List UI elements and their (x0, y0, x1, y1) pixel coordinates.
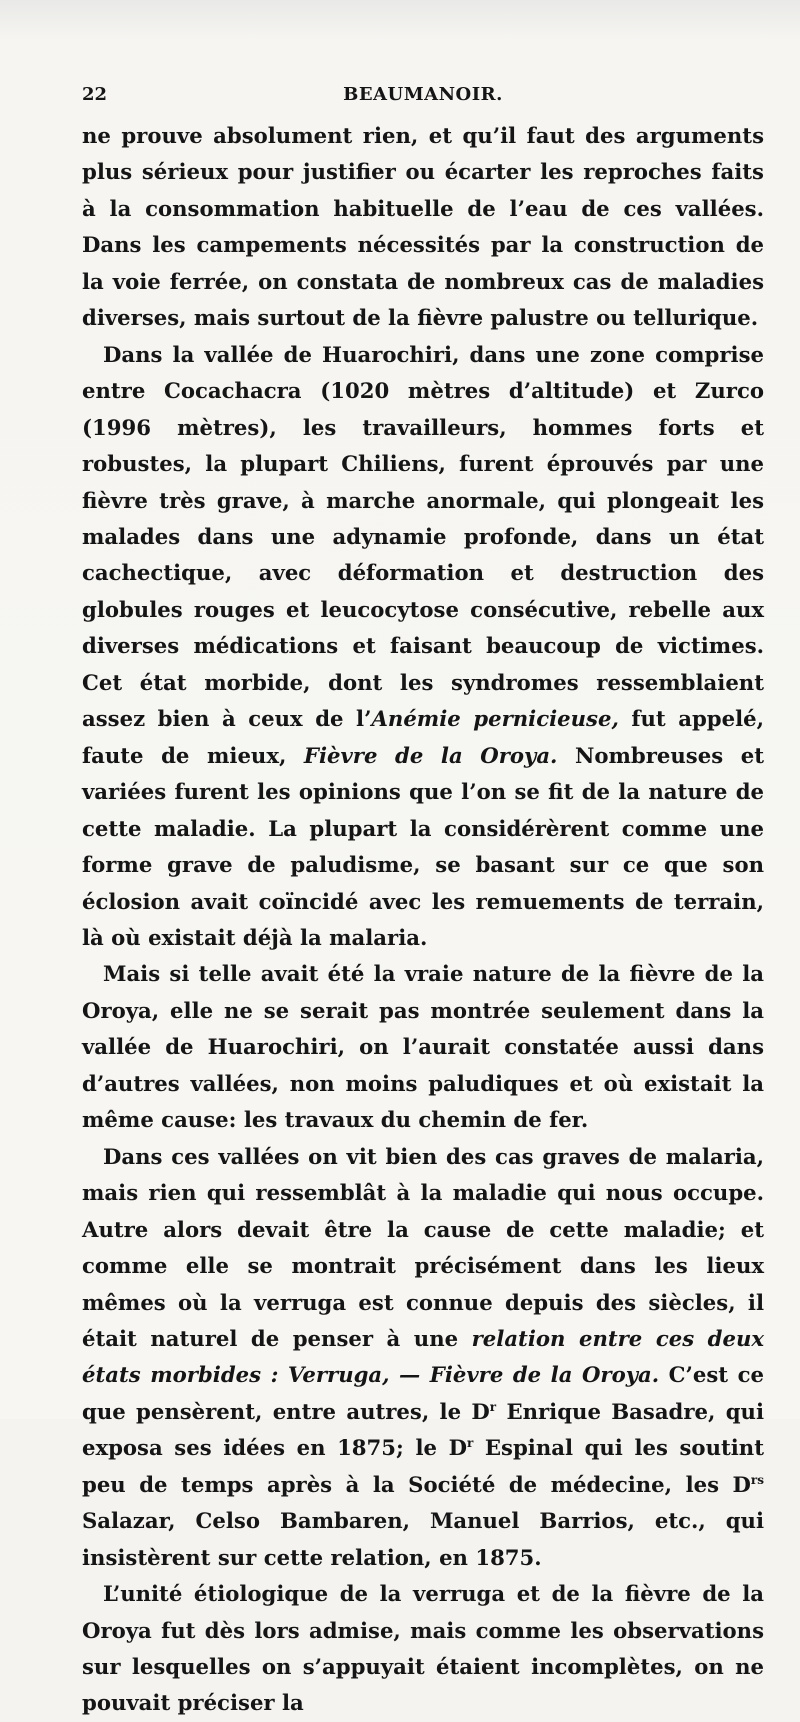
body-text (82, 118, 764, 1722)
paragraph-1 (82, 118, 764, 337)
paragraph-2-italic-b: Fièvre de la Oroya. (303, 742, 558, 768)
paragraph-2 (82, 337, 764, 957)
paragraph-4-text-e: Salazar, Celso Bambaren, Manuel Barrios, etc., qui insistèrent sur cette relation, en 1875. (82, 1508, 764, 1570)
paragraph-4-text-d: Espinal qui les soutint peu de temps après à la Société de médecine, les D (82, 1435, 764, 1497)
paragraph-4-text-c: Enrique Basadre, qui exposa ses idées en 1875; le D (82, 1398, 764, 1461)
page-number: 22 (82, 84, 108, 105)
paragraph-2-text-a: Dans la vallée de Huarochiri, dans une zone comprise entre Cocachacra (1020 mètres d’altitude) et Zurco (1996 mètres), les travailleurs, hommes forts et robustes, la plupart Chiliens, furent éprouvés par une fièvre très grave, à marche anormale, qui plongeait les malades dans une adynamie profonde, dans un état cachectique, avec déformation et destruction des globules rouges et leucocytose consécutive, rebelle aux diverses médications et faisant beaucoup de victimes. Cet état morbide, dont les syndromes ressemblaient assez bien à ceux de l’ (82, 341, 764, 732)
running-head: BEAUMANOIR. (343, 84, 503, 105)
paragraph-4-sup-c: r (466, 1436, 474, 1451)
paragraph-2-italic-a: Anémie pernicieuse, (371, 706, 619, 732)
paragraph-4 (82, 1139, 764, 1576)
paragraph-4-text-b: C’est ce que pensèrent, entre autres, le D (82, 1362, 764, 1424)
page-header (82, 84, 764, 110)
paragraph-5 (82, 1576, 764, 1722)
paragraph-2-text-b: fut appelé, faute de mieux, (82, 706, 764, 768)
paragraph-4-sup-d: rs (750, 1472, 764, 1487)
paragraph-3-text: Mais si telle avait été la vraie nature de la fièvre de la Oroya, elle ne se serait pas montrée seulement dans la vallée de Huarochiri, on l’aurait constatée aussi dans d’autres vallées, non moins paludiques et où existait la même cause: les travaux du chemin de fer. (82, 961, 764, 1133)
paragraph-2-text-c: Nombreuses et variées furent les opinions que l’on se fit de la nature de cette maladie. La plupart la considérèrent comme une forme grave de paludisme, se basant sur ce que son éclosion avait coïncidé avec les remuements de terrain, là où existait déjà la malaria. (82, 742, 764, 950)
paragraph-1-text: ne prouve absolument rien, et qu’il faut des arguments plus sérieux pour justifier ou écarter les reproches faits à la consommation habituelle de l’eau de ces vallées. Dans les campements nécessités par la construction de la voie ferrée, on constata de nombreux cas de maladies diverses, mais surtout de la fièvre palustre ou tellurique. (82, 123, 764, 331)
paragraph-4-sup-b: r (489, 1399, 497, 1414)
paragraph-4-text-a: Dans ces vallées on vit bien des cas graves de malaria, mais rien qui ressemblât à la maladie qui nous occupe. Autre alors devait être la cause de cette maladie; et comme elle se montrait précisément dans les lieux mêmes où la verruga est connue depuis des siècles, il était naturel de penser à une (82, 1143, 764, 1351)
paragraph-4-italic-a: relation entre ces deux états morbides : Verruga, — Fièvre de la Oroya. (82, 1325, 764, 1388)
paragraph-3 (82, 956, 764, 1138)
paragraph-5-text: L’unité étiologique de la verruga et de la fièvre de la Oroya fut dès lors admise, mais comme les observations sur lesquelles on s’appuyait étaient incomplètes, on ne pouvait préciser la (82, 1581, 764, 1716)
